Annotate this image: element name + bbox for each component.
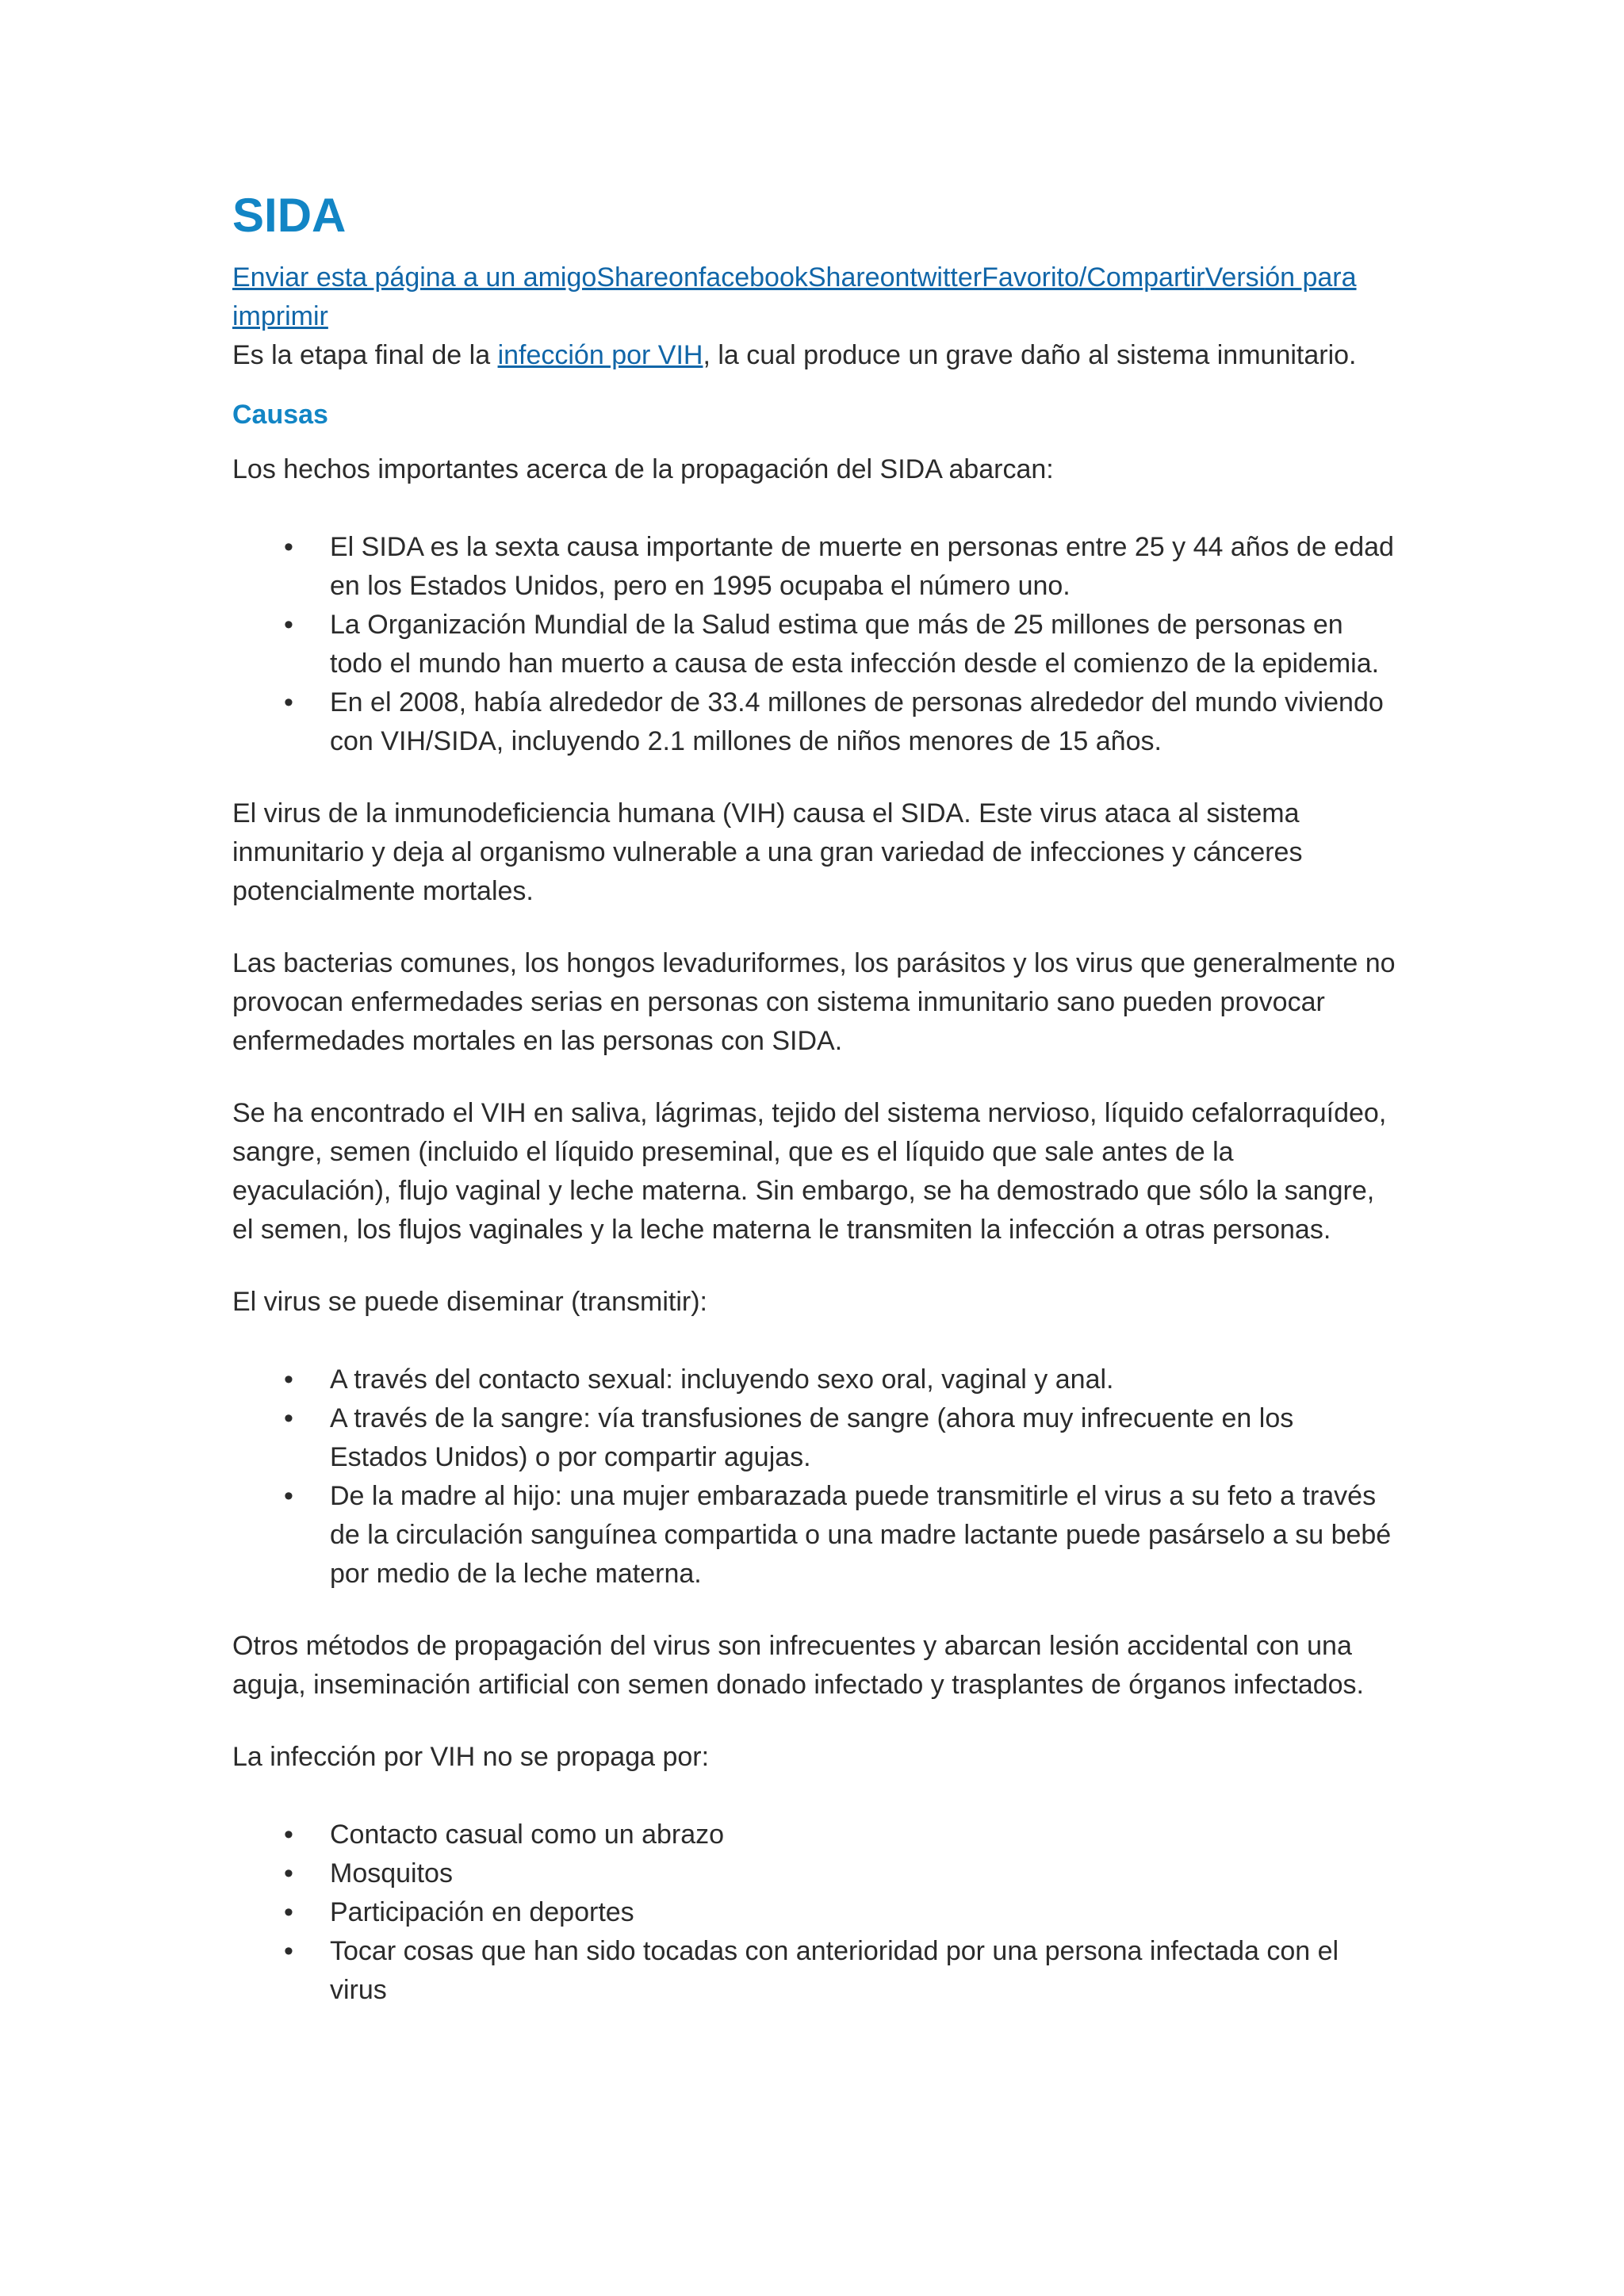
list-item: • Participación en deportes xyxy=(232,1893,1398,1932)
intro-text-before: Es la etapa final de la xyxy=(232,340,498,370)
intro-paragraph xyxy=(232,336,1398,375)
list-item: • Mosquitos xyxy=(232,1854,1398,1893)
causes-heading: Causas xyxy=(232,400,328,430)
share-twitter-link[interactable]: Shareontwitter xyxy=(807,262,982,293)
list-item: • En el 2008, había alrededor de 33.4 millones de personas alrededor del mundo viviendo con VIH/SIDA, incluyendo 2.1 millones de niños menores de 15 años. xyxy=(232,683,1398,761)
list-item: • Contacto casual como un abrazo xyxy=(232,1816,1398,1854)
list-item: • A través de la sangre: vía transfusiones de sangre (ahora muy infrecuente en los Estados Unidos) o por compartir agujas. xyxy=(232,1399,1398,1477)
print-version-link[interactable]: Versión para imprimir xyxy=(232,262,1357,331)
facts-intro: Los hechos importantes acerca de la propagación del SIDA abarcan: xyxy=(232,454,1054,484)
hiv-infection-link[interactable]: infección por VIH xyxy=(497,340,703,370)
list-item: • El SIDA es la sexta causa importante de muerte en personas entre 25 y 44 años de edad en los Estados Unidos, pero en 1995 ocupaba el número uno. xyxy=(232,528,1398,606)
intro-text-after: , la cual produce un grave daño al sistema inmunitario. xyxy=(703,340,1357,370)
bacteria-paragraph: Las bacterias comunes, los hongos levaduriformes, los parásitos y los virus que generalmente no provocan enfermedades serias en personas con sistema inmunitario sano pueden provocar enfermedades mortales en las personas con SIDA. xyxy=(232,948,1396,1056)
transmission-intro: El virus se puede diseminar (transmitir): xyxy=(232,1287,707,1317)
virus-paragraph: El virus de la inmunodeficiencia humana (VIH) causa el SIDA. Este virus ataca al sistema inmunitario y deja al organismo vulnerable a una gran variedad de infecciones y cánceres potencialmente mortales. xyxy=(232,798,1303,906)
send-to-friend-link[interactable]: Enviar esta página a un amigo xyxy=(232,262,597,293)
page-title: SIDA xyxy=(232,189,347,242)
share-links-bar xyxy=(232,258,1398,336)
not-spread-intro: La infección por VIH no se propaga por: xyxy=(232,1742,710,1772)
list-item: • De la madre al hijo: una mujer embarazada puede transmitirle el virus a su feto a través de la circulación sanguínea compartida o una madre lactante puede pasárselo a su bebé por medio de la leche materna. xyxy=(232,1477,1398,1594)
other-methods-paragraph: Otros métodos de propagación del virus son infrecuentes y abarcan lesión accidental con una aguja, inseminación artificial con semen donado infectado y trasplantes de órganos infectados. xyxy=(232,1631,1364,1700)
facts-list xyxy=(232,528,1398,761)
favorite-share-link[interactable]: Favorito/Compartir xyxy=(982,262,1205,293)
fluids-paragraph: Se ha encontrado el VIH en saliva, lágrimas, tejido del sistema nervioso, líquido cefalorraquídeo, sangre, semen (incluido el líquido preseminal, que es el líquido que sale antes de la eyaculación), flujo vaginal y leche materna. Sin embargo, se ha demostrado que sólo la sangre, el semen, los flujos vaginales y la leche materna le transmiten la infección a otras personas. xyxy=(232,1098,1387,1245)
share-facebook-link[interactable]: Shareonfacebook xyxy=(596,262,808,293)
transmission-list xyxy=(232,1360,1398,1594)
list-item: • A través del contacto sexual: incluyendo sexo oral, vaginal y anal. xyxy=(232,1360,1398,1399)
not-spread-list xyxy=(232,1816,1398,2010)
list-item: • Tocar cosas que han sido tocadas con anterioridad por una persona infectada con el virus xyxy=(232,1932,1398,2010)
list-item: • La Organización Mundial de la Salud estima que más de 25 millones de personas en todo el mundo han muerto a causa de esta infección desde el comienzo de la epidemia. xyxy=(232,606,1398,683)
article-content xyxy=(232,187,1398,2043)
